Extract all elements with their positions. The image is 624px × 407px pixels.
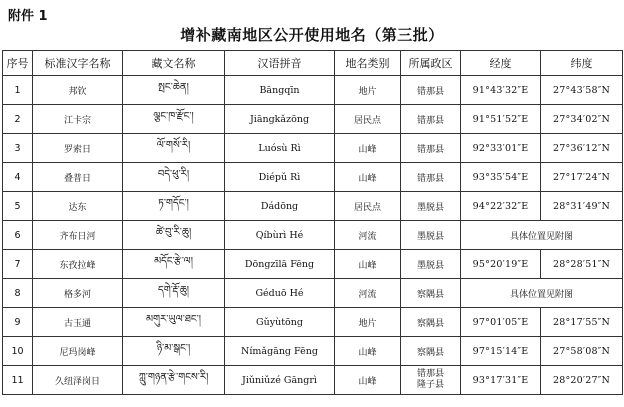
header-chinese-name: 标准汉字名称: [33, 51, 123, 76]
location-note: 具体位置见附图: [461, 221, 623, 250]
place-category: 河流: [335, 221, 401, 250]
pinyin-name: Jiāngkǎzōng: [225, 105, 335, 134]
longitude: 91°51′52″E: [461, 105, 541, 134]
latitude: 28°31′49″N: [541, 192, 623, 221]
pinyin-name: Gǔyùtōng: [225, 308, 335, 337]
pinyin-name: Géduō Hé: [225, 279, 335, 308]
place-names-table: [2, 50, 623, 395]
place-category: 地片: [335, 76, 401, 105]
row-number: 10: [3, 337, 33, 366]
tibetan-name: ཏ་གདོང་།: [123, 192, 225, 221]
chinese-name: 江卡宗: [33, 105, 123, 134]
chinese-name: 邦钦: [33, 76, 123, 105]
row-number: 7: [3, 250, 33, 279]
table-body: [3, 76, 623, 395]
admin-region: 察隅县: [401, 279, 461, 308]
tibetan-name: དགེ་རྡོ་ཆུ།: [123, 279, 225, 308]
row-number: 9: [3, 308, 33, 337]
chinese-name: 叠普日: [33, 163, 123, 192]
chinese-name: 东孜拉峰: [33, 250, 123, 279]
header-tibetan-name: 藏文名称: [123, 51, 225, 76]
pinyin-name: Qíbùrì Hé: [225, 221, 335, 250]
table-row: [3, 192, 623, 221]
admin-region: 错那县: [401, 134, 461, 163]
longitude: 95°20′19″E: [461, 250, 541, 279]
tibetan-name: ཉི་མ་སྒང་།: [123, 337, 225, 366]
place-category: 山峰: [335, 250, 401, 279]
longitude: 93°17′31″E: [461, 366, 541, 395]
chinese-name: 达东: [33, 192, 123, 221]
longitude: 97°01′05″E: [461, 308, 541, 337]
latitude: 27°34′02″N: [541, 105, 623, 134]
table-header: [3, 51, 623, 76]
place-category: 山峰: [335, 163, 401, 192]
row-number: 4: [3, 163, 33, 192]
longitude: 97°15′14″E: [461, 337, 541, 366]
table-row: [3, 366, 623, 395]
admin-region: 错那县: [401, 163, 461, 192]
latitude: 28°20′27″N: [541, 366, 623, 395]
longitude: 91°43′32″E: [461, 76, 541, 105]
admin-region: 墨脱县: [401, 250, 461, 279]
latitude: 27°17′24″N: [541, 163, 623, 192]
chinese-name: 齐布日河: [33, 221, 123, 250]
pinyin-name: Dádōng: [225, 192, 335, 221]
page-title: 增补藏南地区公开使用地名（第三批）: [180, 26, 444, 44]
latitude: 27°43′58″N: [541, 76, 623, 105]
header-row: [3, 51, 623, 76]
tibetan-name: ལྕང་ཁ་རྫོང་།: [123, 105, 225, 134]
pinyin-name: Dōngzīlā Fēng: [225, 250, 335, 279]
place-category: 山峰: [335, 337, 401, 366]
row-number: 5: [3, 192, 33, 221]
row-number: 11: [3, 366, 33, 395]
latitude: 28°28′51″N: [541, 250, 623, 279]
admin-region: 错那县: [401, 76, 461, 105]
pinyin-name: Nímǎgāng Fēng: [225, 337, 335, 366]
chinese-name: 尼玛岗峰: [33, 337, 123, 366]
annex-label: 附件 1: [8, 9, 48, 24]
table-row: [3, 250, 623, 279]
chinese-name: 格多河: [33, 279, 123, 308]
admin-region: 察隅县: [401, 337, 461, 366]
table-row: [3, 221, 623, 250]
longitude: 93°35′54″E: [461, 163, 541, 192]
row-number: 3: [3, 134, 33, 163]
table-row: [3, 163, 623, 192]
longitude: 92°33′01″E: [461, 134, 541, 163]
place-category: 山峰: [335, 366, 401, 395]
tibetan-name: ཚེ་བུ་རི་ཆུ།: [123, 221, 225, 250]
chinese-name: 古玉通: [33, 308, 123, 337]
table-row: [3, 308, 623, 337]
table-row: [3, 134, 623, 163]
place-category: 河流: [335, 279, 401, 308]
header-latitude: 纬度: [541, 51, 623, 76]
tibetan-name: བདེ་ཕུ་རི།: [123, 163, 225, 192]
latitude: 27°36′12″N: [541, 134, 623, 163]
row-number: 8: [3, 279, 33, 308]
place-category: 山峰: [335, 134, 401, 163]
row-number: 1: [3, 76, 33, 105]
tibetan-name: མདོང་རྩེ་ལ།: [123, 250, 225, 279]
pinyin-name: Jiǔniǔzé Gāngrì: [225, 366, 335, 395]
latitude: 28°17′55″N: [541, 308, 623, 337]
pinyin-name: Bāngqīn: [225, 76, 335, 105]
admin-region: 墨脱县: [401, 221, 461, 250]
table-row: [3, 105, 623, 134]
table-row: [3, 337, 623, 366]
chinese-name: 久纽泽岗日: [33, 366, 123, 395]
header-admin-region: 所属政区: [401, 51, 461, 76]
admin-region: 错那县: [401, 105, 461, 134]
header-pinyin: 汉语拼音: [225, 51, 335, 76]
row-number: 6: [3, 221, 33, 250]
pinyin-name: Diépǔ Rì: [225, 163, 335, 192]
admin-region: 错那县 隆子县: [401, 366, 461, 395]
longitude: 94°22′32″E: [461, 192, 541, 221]
pinyin-name: Luósù Rì: [225, 134, 335, 163]
place-category: 地片: [335, 308, 401, 337]
admin-region: 墨脱县: [401, 192, 461, 221]
table-row: [3, 279, 623, 308]
admin-region: 察隅县: [401, 308, 461, 337]
place-category: 居民点: [335, 105, 401, 134]
header-no: 序号: [3, 51, 33, 76]
row-number: 2: [3, 105, 33, 134]
tibetan-name: ཀླུ་གཉན་རྩེ་གངས་རི།: [123, 366, 225, 395]
place-category: 居民点: [335, 192, 401, 221]
tibetan-name: མགུར་ཡུལ་ཐང་།: [123, 308, 225, 337]
latitude: 27°58′08″N: [541, 337, 623, 366]
header-category: 地名类别: [335, 51, 401, 76]
tibetan-name: སྤང་ཆེན།: [123, 76, 225, 105]
table-row: [3, 76, 623, 105]
location-note: 具体位置见附图: [461, 279, 623, 308]
tibetan-name: ལོ་གསོ་རི།: [123, 134, 225, 163]
header-longitude: 经度: [461, 51, 541, 76]
chinese-name: 罗索日: [33, 134, 123, 163]
